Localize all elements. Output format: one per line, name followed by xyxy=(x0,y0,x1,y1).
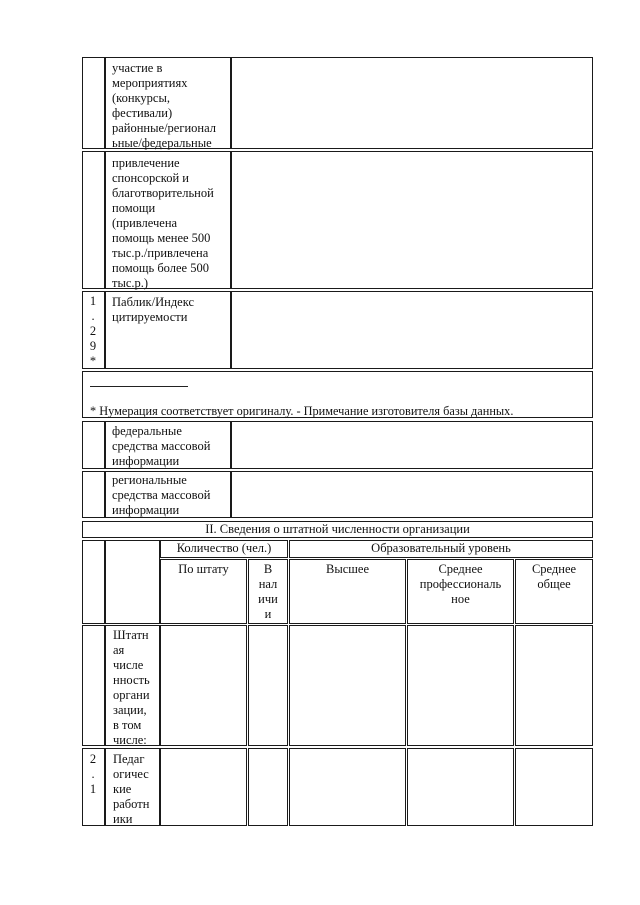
cell-actual[interactable] xyxy=(248,625,288,746)
row-number-cell xyxy=(82,151,105,289)
cell-actual[interactable] xyxy=(248,748,288,826)
cell-higher[interactable] xyxy=(289,748,406,826)
row-label-text: Педаг огичес кие работн ики xyxy=(113,752,150,826)
header-higher: Высшее xyxy=(325,562,369,576)
footnote-separator xyxy=(90,386,188,387)
row-number-cell xyxy=(82,421,105,469)
header-secondary-professional: Среднее профессиональ ное xyxy=(419,562,502,606)
cell-by-staff[interactable] xyxy=(160,625,247,746)
cell-higher[interactable] xyxy=(289,625,406,746)
cell-secondary-general[interactable] xyxy=(515,625,593,746)
row-label-text: региональные средства массовой информации xyxy=(112,473,211,517)
cell-secondary-professional[interactable] xyxy=(407,748,514,826)
header-number-cell xyxy=(82,540,105,624)
header-education-group: Образовательный уровень xyxy=(371,541,511,555)
row-value-cell[interactable] xyxy=(231,151,593,289)
row-number-cell xyxy=(82,57,105,149)
row-number-cell xyxy=(82,471,105,518)
cell-by-staff[interactable] xyxy=(160,748,247,826)
header-label-cell xyxy=(105,540,160,624)
header-by-staff: По штату xyxy=(178,562,229,576)
row-value-cell[interactable] xyxy=(231,471,593,518)
header-actual: В нал ичи и xyxy=(258,562,278,621)
section-title: II. Сведения о штатной численности организации xyxy=(205,522,470,536)
row-value-cell[interactable] xyxy=(231,291,593,369)
row-label-text: федеральные средства массовой информации xyxy=(112,424,211,468)
row-number-cell xyxy=(82,625,105,746)
cell-secondary-professional[interactable] xyxy=(407,625,514,746)
footnote-text: * Нумерация соответствует оригиналу. - Примечание изготовителя базы данных. xyxy=(90,404,514,418)
row-label-text: Штатн ая числе нность органи зации, в том числе: xyxy=(113,628,150,747)
row-label-text: Паблик/Индекс цитируемости xyxy=(112,295,195,324)
row-value-cell[interactable] xyxy=(231,421,593,469)
header-quantity-group: Количество (чел.) xyxy=(176,541,272,555)
row-number-text: 1 . 2 9 * xyxy=(89,294,97,368)
row-label-text: привлечение спонсорской и благотворительной помощи (привлечена помощь менее 500 тыс.р./привлечена помощь более 500 тыс.р.) xyxy=(112,156,214,290)
header-secondary-general: Среднее общее xyxy=(531,562,577,591)
row-label-text: участие в мероприятиях (конкурсы, фестивали) районные/регионал ьные/федеральные xyxy=(112,61,216,150)
row-number-text: 2 . 1 xyxy=(89,752,97,796)
row-value-cell[interactable] xyxy=(231,57,593,149)
cell-secondary-general[interactable] xyxy=(515,748,593,826)
